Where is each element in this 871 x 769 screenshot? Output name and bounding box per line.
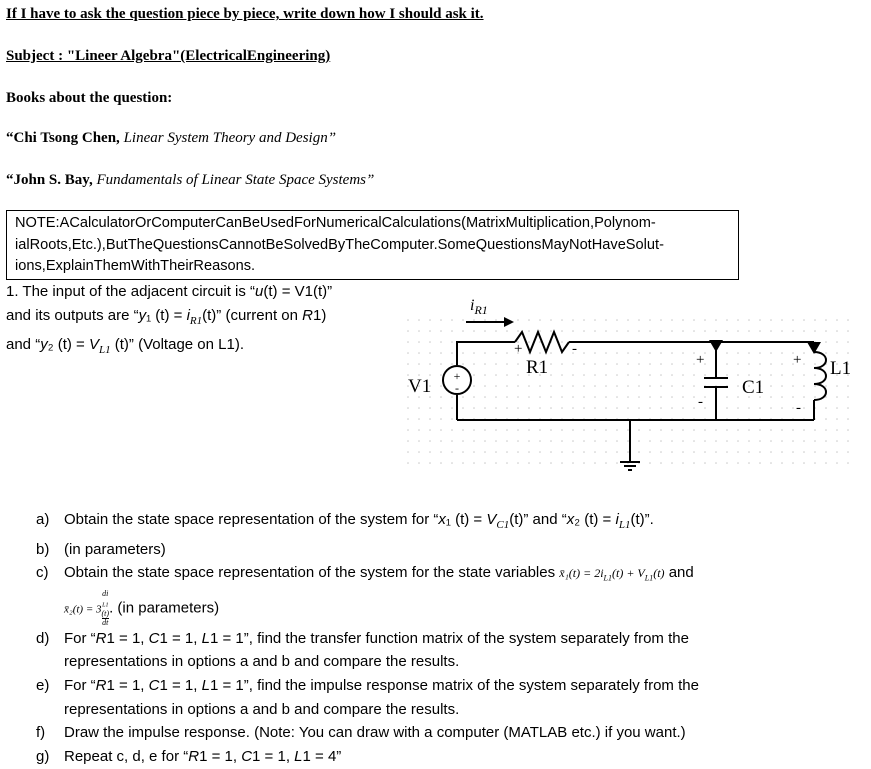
list-item: d) For “R1 = 1, C1 = 1, L1 = 1”, find the transfer function matrix of the system separately from the [36, 629, 689, 647]
inductor-plus: + [793, 352, 802, 368]
note-line: ions,ExplainThemWithTheirReasons. [15, 258, 256, 274]
list-item-continuation: representations in options a and b and compare the results. [64, 653, 460, 671]
question-1-line-2: and its outputs are “y₁ $(t) = i_{R1}(t)$” (current on R1) [6, 307, 327, 327]
source-plus: + [453, 369, 461, 383]
grid-background [402, 315, 852, 465]
capacitor-minus: - [698, 394, 703, 410]
resistor-plus: + [514, 341, 523, 357]
book-author: “Chi Tsong Chen, [6, 130, 120, 146]
list-item: e) For “R1 = 1, C1 = 1, L1 = 1”, find the impulse response matrix of the system separately from the [36, 676, 699, 694]
books-heading: Books about the question: [6, 90, 173, 106]
source-label: V1 [408, 376, 432, 397]
resistor-minus: - [572, 341, 577, 357]
note-line: ialRoots,Etc.),ButTheQuestionsCannotBeSolvedByTheComputer.SomeQuestionsMayNotHaveSolut- [15, 236, 664, 253]
capacitor-label: C1 [742, 377, 765, 398]
book-title: Fundamentals of Linear State Space Systems” [96, 172, 375, 188]
list-item: c) Obtain the state space representation of the system for the state variables x̄₁(t) = $2i_{L1}(t) + V_{L1}(t)$ and [36, 564, 694, 583]
inductor-minus: - [796, 400, 801, 416]
list-item-continuation: x̄₂(t) = 3 di $_{L1}$ (t) dt . (in parameters) [64, 589, 220, 627]
list-item: g) Repeat c, d, e for “R1 = 1, C1 = 1, L1 = 4” [36, 747, 342, 765]
header-instruction: If I have to ask the question piece by piece, write down how I should ask it. [6, 6, 484, 22]
question-1-line-3: and “y₂ $(t) = V_{L1}$ (t)” (Voltage on L1). [6, 336, 244, 356]
source-minus: - [455, 381, 459, 395]
list-item: f) Draw the impulse response. (Note: You can draw with a computer (MATLAB etc.) if you want.) [36, 724, 686, 742]
list-item: a) Obtain the state space representation of the system for “x₁ $(t) = V_{C1}(t)$” and “x₂ $(t) = i_{L1}(t)$”. [36, 511, 654, 531]
resistor-label: R1 [526, 357, 549, 378]
inductor-label: L1 [830, 358, 852, 379]
book-author: “John S. Bay, [6, 172, 93, 188]
list-item: b) (in parameters) [36, 540, 166, 558]
current-label: $i_{R1}$ [470, 297, 488, 317]
question-1-line-1: 1. The input of the adjacent circuit is “u(t) = V1(t)” [6, 283, 333, 300]
capacitor-plus: + [696, 352, 705, 368]
note-line: NOTE:ACalculatorOrComputerCanBeUsedForNumericalCalculations(MatrixMultiplication,Polynom- [15, 215, 656, 231]
book-title: Linear System Theory and Design” [123, 130, 337, 146]
subject-line: Subject : "Lineer Algebra"(ElectricalEngineering) [6, 48, 331, 64]
question-items [36, 508, 699, 768]
list-item-continuation: representations in options a and b and compare the results. [64, 700, 460, 718]
